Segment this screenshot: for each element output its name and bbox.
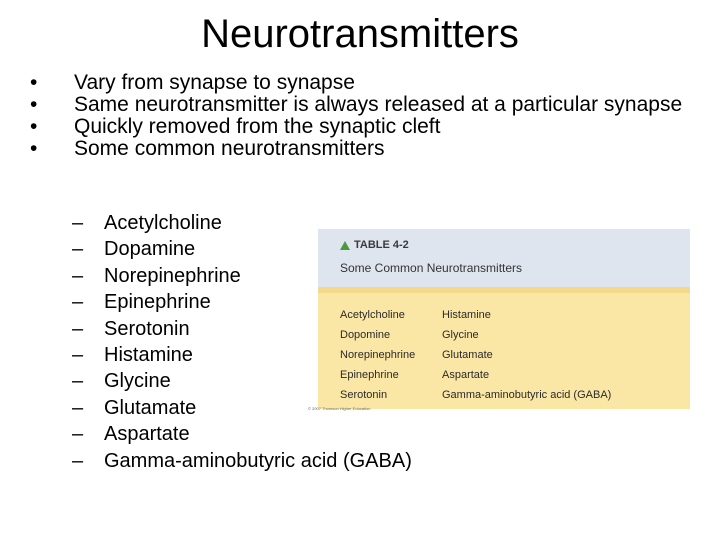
bullet-text: Same neurotransmitter is always released at a particular synapse	[74, 93, 683, 116]
sub-item-text: Glycine	[104, 370, 171, 393]
dash-mark: –	[72, 370, 84, 393]
table-cell: Serotonin	[340, 389, 388, 401]
dash-mark: –	[72, 423, 84, 446]
table-column-1	[340, 305, 415, 405]
bullet-item	[30, 138, 700, 160]
sub-item-text: Glutamate	[104, 396, 197, 419]
bullet-dot: •	[30, 93, 38, 116]
dash-mark: –	[72, 291, 84, 314]
bullet-item	[30, 94, 700, 116]
bullet-item	[30, 116, 700, 138]
sub-item-text: Dopamine	[104, 238, 196, 261]
table-column-2	[442, 305, 611, 405]
bullet-text: Some common neurotransmitters	[74, 137, 385, 160]
bullet-list	[30, 72, 700, 160]
table-cell: Gamma-aminobutyric acid (GABA)	[442, 389, 612, 401]
sub-item-text: Norepinephrine	[104, 264, 241, 287]
sub-item-text: Aspartate	[104, 423, 190, 446]
sub-item-text: Histamine	[104, 344, 193, 367]
table-cell: Norepinephrine	[340, 349, 416, 361]
dash-mark: –	[72, 396, 84, 419]
bullet-dot: •	[30, 115, 38, 138]
table-cell: Glutamate	[442, 349, 493, 361]
table-number: TABLE 4-2	[354, 239, 409, 251]
table-header	[318, 229, 690, 287]
table-cell: Epinephrine	[340, 369, 399, 381]
dash-mark: –	[72, 238, 84, 261]
dash-mark: –	[72, 212, 84, 234]
neurotransmitter-table-image	[308, 229, 690, 411]
slide-title: Neurotransmitters	[201, 12, 519, 56]
table-title: Some Common Neurotransmitters	[340, 261, 523, 275]
dash-mark: –	[72, 344, 84, 367]
table-cell: Acetylcholine	[340, 309, 405, 321]
sub-item-text: Gamma-aminobutyric acid (GABA)	[104, 449, 412, 472]
table-cell: Aspartate	[442, 369, 490, 381]
sub-item-text: Acetylcholine	[104, 212, 222, 234]
table-credit: © 2007 Thomson Higher Education	[308, 406, 371, 411]
sub-item-text: Epinephrine	[104, 291, 211, 314]
bullet-dot: •	[30, 71, 38, 94]
bullet-text: Vary from synapse to synapse	[74, 71, 355, 94]
sub-item	[72, 421, 412, 447]
table-cell: Dopomine	[340, 329, 391, 341]
dash-mark: –	[72, 264, 84, 287]
dash-mark: –	[72, 449, 84, 472]
sub-item	[72, 448, 412, 474]
dash-mark: –	[72, 317, 84, 340]
table-divider	[318, 287, 690, 293]
table-cell: Histamine	[442, 309, 491, 321]
bullet-dot: •	[30, 137, 38, 160]
bullet-item	[30, 72, 700, 94]
sub-item-text: Serotonin	[104, 317, 190, 340]
table-cell: Glycine	[442, 329, 479, 341]
bullet-text: Quickly removed from the synaptic cleft	[74, 115, 441, 138]
